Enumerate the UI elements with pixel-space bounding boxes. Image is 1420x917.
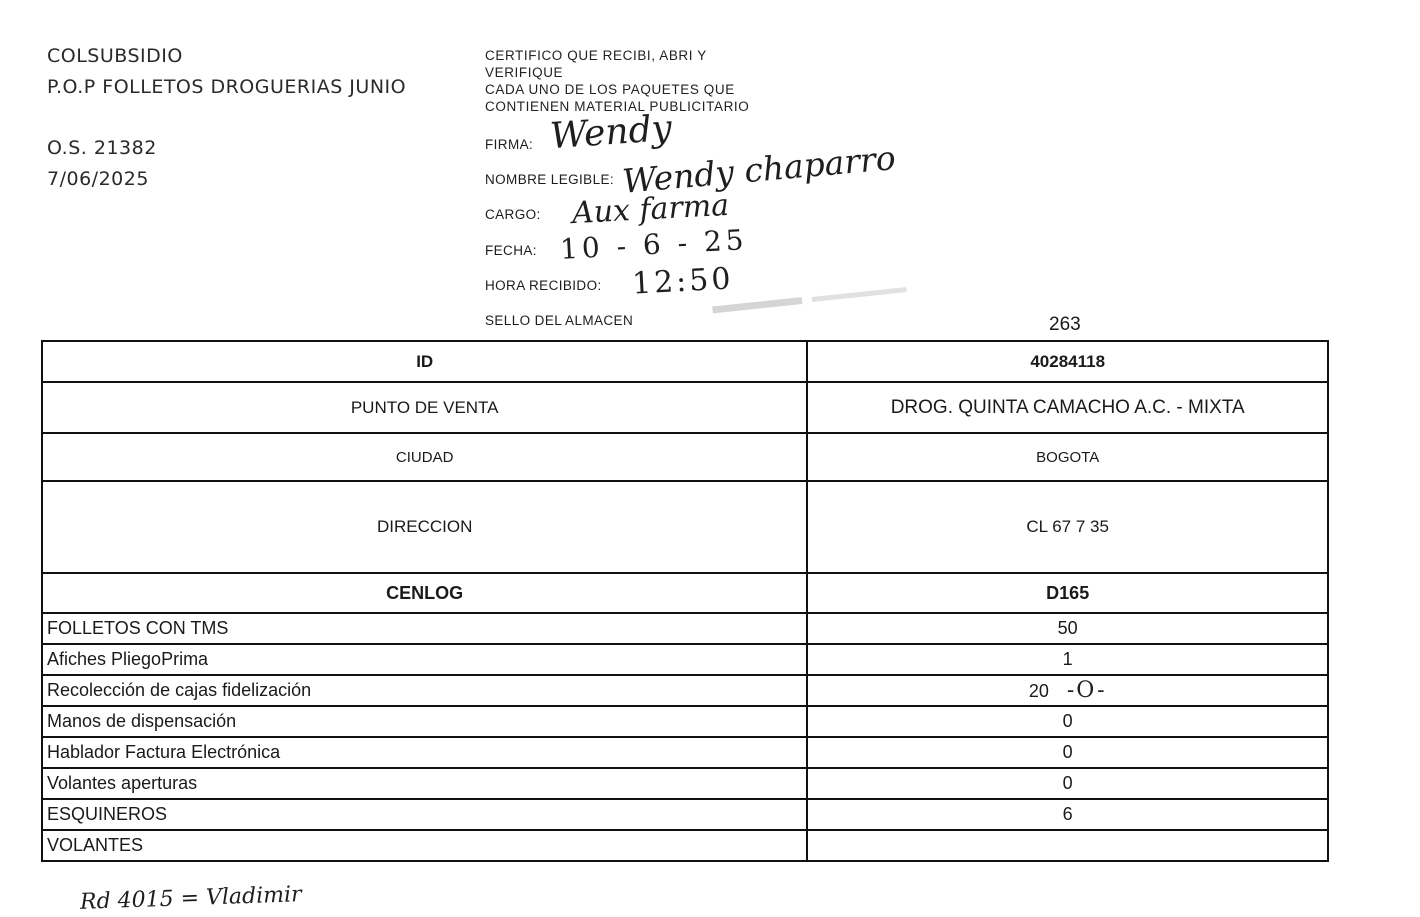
item-name: Hablador Factura Electrónica (42, 737, 807, 768)
cert-line: VERIFIQUE (485, 65, 564, 80)
row-key: PUNTO DE VENTA (42, 382, 807, 433)
item-name: Recolección de cajas fidelización (42, 675, 807, 706)
stamp-mark (712, 282, 913, 319)
company-name: COLSUBSIDIO (47, 45, 183, 67)
item-qty: 0 (807, 737, 1328, 768)
item-name: Afiches PliegoPrima (42, 644, 807, 675)
handwritten-footer-note: Rd 4015 = Vladimir (79, 882, 302, 915)
campaign-title: P.O.P FOLLETOS DROGUERIAS JUNIO (47, 76, 407, 98)
hora-value: 12:50 (631, 261, 735, 302)
handwritten-mark: -O- (1066, 678, 1107, 703)
firma-signature: Wendy (548, 107, 674, 158)
item-name: VOLANTES (42, 830, 807, 861)
delivery-table (41, 340, 1329, 862)
row-value: 40284118 (807, 341, 1328, 382)
sello-label: SELLO DEL ALMACEN (485, 313, 634, 328)
row-key: CIUDAD (42, 433, 807, 481)
item-name: Manos de dispensación (42, 706, 807, 737)
item-row (42, 737, 1328, 768)
nombre-value: Wendy chaparro (620, 138, 898, 201)
cargo-label: CARGO: (485, 207, 541, 222)
item-row (42, 768, 1328, 799)
stamp-mark-svg (712, 282, 913, 319)
item-name: Volantes aperturas (42, 768, 807, 799)
firma-label: FIRMA: (485, 137, 534, 152)
row-value: D165 (807, 573, 1328, 613)
nombre-label: NOMBRE LEGIBLE: (485, 172, 615, 187)
cert-line: CADA UNO DE LOS PAQUETES QUE (485, 82, 735, 97)
item-qty: 1 (807, 644, 1328, 675)
cert-line: CERTIFICO QUE RECIBI, ABRI Y (485, 48, 707, 63)
document-date: 7/06/2025 (47, 168, 149, 190)
item-row (42, 613, 1328, 644)
table-row (42, 573, 1328, 613)
fecha-value: 10 - 6 - 25 (559, 223, 749, 266)
order-number: O.S. 21382 (47, 137, 157, 159)
table-row (42, 433, 1328, 481)
item-name: FOLLETOS CON TMS (42, 613, 807, 644)
table-row (42, 481, 1328, 573)
item-qty: 0 (807, 706, 1328, 737)
cert-line: CONTIENEN MATERIAL PUBLICITARIO (485, 99, 750, 114)
document-number: 263 (1049, 314, 1081, 335)
hora-label: HORA RECIBIDO: (485, 278, 602, 293)
item-qty (807, 830, 1328, 861)
item-row (42, 830, 1328, 861)
item-row (42, 706, 1328, 737)
row-key: CENLOG (42, 573, 807, 613)
item-name: ESQUINEROS (42, 799, 807, 830)
item-row (42, 675, 1328, 706)
item-qty: 20 (1028, 681, 1049, 701)
item-row (42, 799, 1328, 830)
table-row (42, 341, 1328, 382)
row-key: DIRECCION (42, 481, 807, 573)
item-row (42, 644, 1328, 675)
fecha-label: FECHA: (485, 243, 537, 258)
item-qty: 50 (807, 613, 1328, 644)
table-row (42, 382, 1328, 433)
certification-text (485, 47, 749, 116)
row-value: CL 67 7 35 (807, 481, 1328, 573)
item-qty: 6 (807, 799, 1328, 830)
cargo-value: Aux farma (571, 187, 730, 232)
item-qty-cell (807, 675, 1328, 706)
item-qty: 0 (807, 768, 1328, 799)
row-value: DROG. QUINTA CAMACHO A.C. - MIXTA (807, 382, 1328, 433)
row-key: ID (42, 341, 807, 382)
row-value: BOGOTA (807, 433, 1328, 481)
